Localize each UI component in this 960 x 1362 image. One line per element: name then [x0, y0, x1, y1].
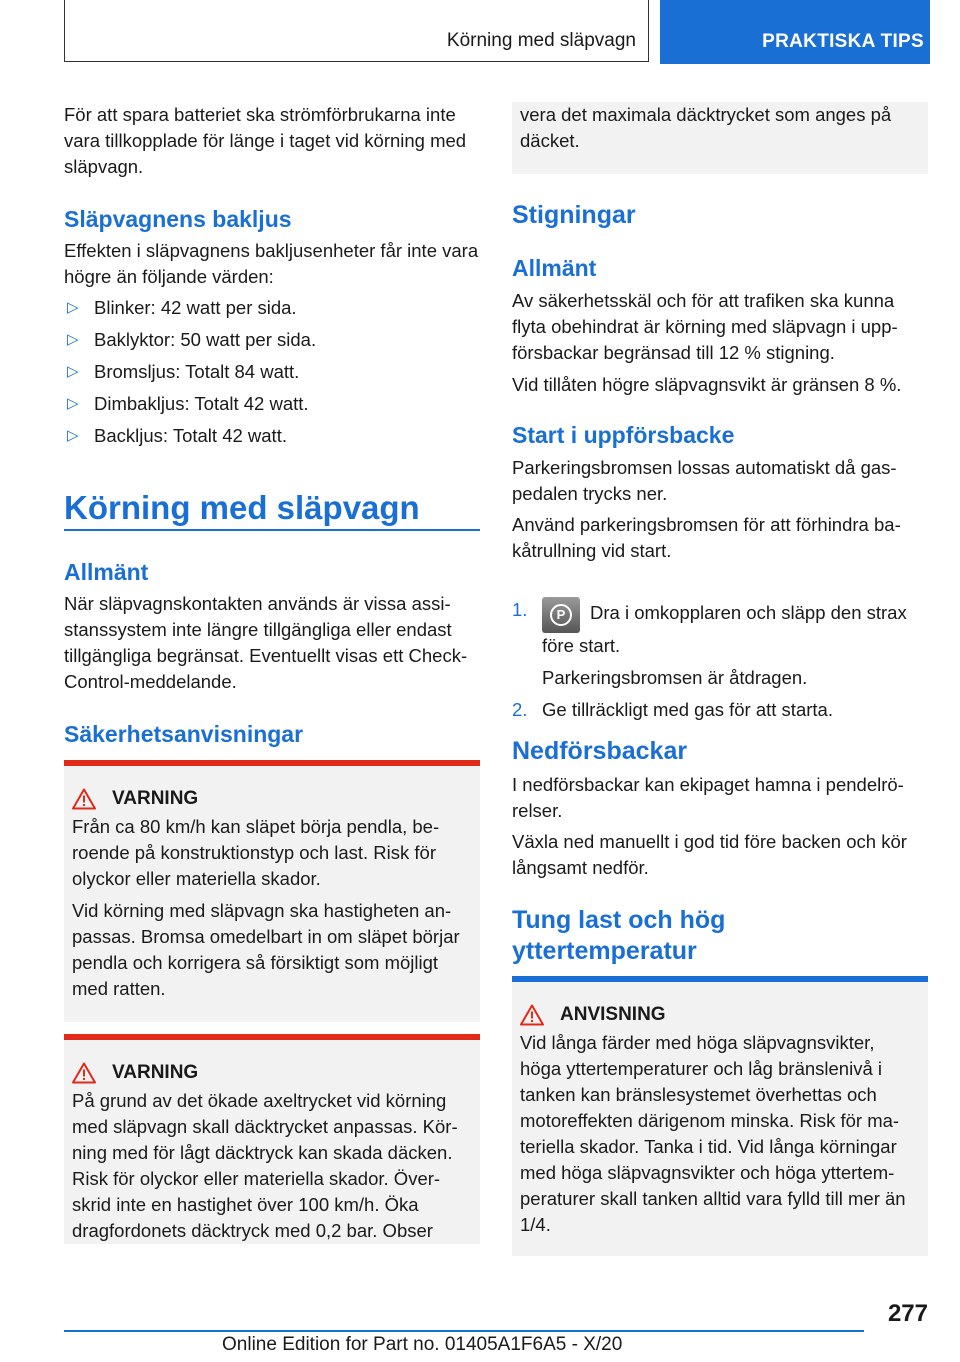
list-item: ▷ Bromsljus: Totalt 84 watt. [64, 359, 480, 385]
chapter-tab [660, 0, 930, 64]
intro-paragraph: För att spara batteriet ska strömförbrukarna inte vara tillkopplade för länge i taget vid körning med släpvagn. [64, 104, 467, 177]
list-item: ▷ Baklyktor: 50 watt per sida. [64, 327, 480, 353]
heading-rule [64, 529, 480, 531]
warning-box-continued [512, 102, 928, 174]
warning-text: På grund av det ökade axeltrycket vid körning med släpvagn skall däcktrycket anpassas. Körning med för lågt däcktryck kan skada däcken. Risk för olyckor eller materiella skador. Överskrid inte en hastighet över 100 km/h. Öka dragfordonets däcktryck med 0,2 bar. Obser [72, 1090, 458, 1241]
general-heading: Allmänt [64, 559, 149, 585]
main-heading: Körning med släpvagn [64, 489, 420, 526]
footer-rule [64, 1330, 864, 1332]
warning-text-continued: vera det maximala däcktrycket som anges på däcket. [520, 104, 892, 151]
uphill-text-1: Parkeringsbromsen lossas automatiskt då gaspedalen trycks ner. [512, 457, 897, 504]
list-item: ▷ Dimbakljus: Totalt 42 watt. [64, 391, 480, 417]
general-text-2: Vid tillåten högre släpvagnsvikt är gränsen 8 %. [512, 374, 902, 395]
list-item: ▷ Blinker: 42 watt per sida. [64, 295, 480, 321]
safety-heading: Säkerhetsanvisningar [64, 721, 304, 747]
list-item [512, 597, 928, 691]
warning-triangle-icon [72, 1062, 96, 1084]
warning-title-row [72, 786, 472, 812]
downhill-text-1: I nedförsbackar kan ekipaget hamna i pendelrörelser. [512, 774, 904, 821]
warning-box-2 [64, 1034, 480, 1244]
uphill-heading: Start i uppförsbacke [512, 422, 735, 448]
warning-title: VARNING [112, 788, 199, 809]
general-text-1: Av säkerhetsskäl och för att trafiken ska kunna flyta obehindrat är körning med släpvagn i uppförsbackar begränsad till 12 % stigning. [512, 290, 898, 363]
heavy-load-heading: Tung last och hög yttertemperatur [512, 906, 726, 965]
parking-brake-icon: P [542, 597, 580, 633]
notice-text: Vid långa färder med höga släpvagnsvikter, höga yttertemperaturer och låg bränslenivå i tanken kan bränslesystemet överhettas och motoreffekten därigenom minska. Risk för materiella skador. Tanka i tid. Vid långa körningar med höga släpvagnsvikter och höga yttertemperaturer skall tanken alltid vara fylld till mer än 1/4. [520, 1032, 906, 1235]
slopes-heading: Stigningar [512, 201, 636, 229]
warning-title-row [72, 1060, 472, 1086]
general-heading: Allmänt [512, 255, 597, 281]
taillights-heading: Släpvagnens bakljus [64, 206, 292, 232]
section-title: Körning med släpvagn [446, 30, 636, 51]
step-number: 1. [512, 599, 528, 620]
step-subtext: Parkeringsbromsen är åtdragen. [542, 667, 808, 688]
triangle-right-icon: ▷ [67, 427, 79, 444]
footer-edition: Online Edition for Part no. 01405A1F6A5 - X/20 [222, 1334, 623, 1355]
warning-text-2: Vid körning med släpvagn ska hastigheten anpassas. Bromsa omedelbart in om släpet börjar pendla och korrigera så försiktigt som möjligt med ratten. [72, 900, 460, 999]
triangle-right-icon: ▷ [67, 395, 79, 412]
triangle-right-icon: ▷ [67, 331, 79, 348]
step-text: Dra i omkopplaren och släpp den strax före start. [542, 602, 907, 656]
triangle-right-icon: ▷ [67, 363, 79, 380]
notice-box [512, 976, 928, 1256]
section-title-box [64, 0, 649, 62]
downhill-text-2: Växla ned manuellt i god tid före backen och kör långsamt nedför. [512, 831, 907, 878]
downhill-heading: Nedförsbackar [512, 737, 688, 765]
warning-text-1: Från ca 80 km/h kan släpet börja pendla, beroende på konstruktionstyp och last. Risk för olyckor eller materiella skador. [72, 816, 440, 889]
warning-triangle-icon [520, 1004, 544, 1026]
taillights-list [64, 295, 480, 455]
start-steps-list [512, 597, 928, 723]
warning-box-1 [64, 760, 480, 1022]
general-text: När släpvagnskontakten används är vissa assistanssystem inte längre tillgängliga eller endast tillgängliga begränsat. Eventuellt visas ett Check-Control-meddelande. [64, 593, 468, 692]
list-item: ▷ Backljus: Totalt 42 watt. [64, 423, 480, 449]
taillights-text: Effekten i släpvagnens bakljusenheter får inte vara högre än följande värden: [64, 240, 479, 287]
notice-title: ANVISNING [560, 1004, 666, 1025]
page-number: 277 [887, 1300, 928, 1327]
chapter-title: PRAKTISKA TIPS [762, 31, 924, 52]
step-text: Ge tillräckligt med gas för att starta. [542, 699, 833, 720]
warning-title: VARNING [112, 1062, 199, 1083]
page-header [64, 0, 930, 64]
triangle-right-icon: ▷ [67, 299, 79, 316]
uphill-text-2: Använd parkeringsbromsen för att förhindra bakåtrullning vid start. [512, 514, 901, 561]
notice-title-row [520, 1002, 920, 1028]
list-item [512, 697, 928, 723]
warning-triangle-icon [72, 788, 96, 810]
step-number: 2. [512, 699, 528, 720]
